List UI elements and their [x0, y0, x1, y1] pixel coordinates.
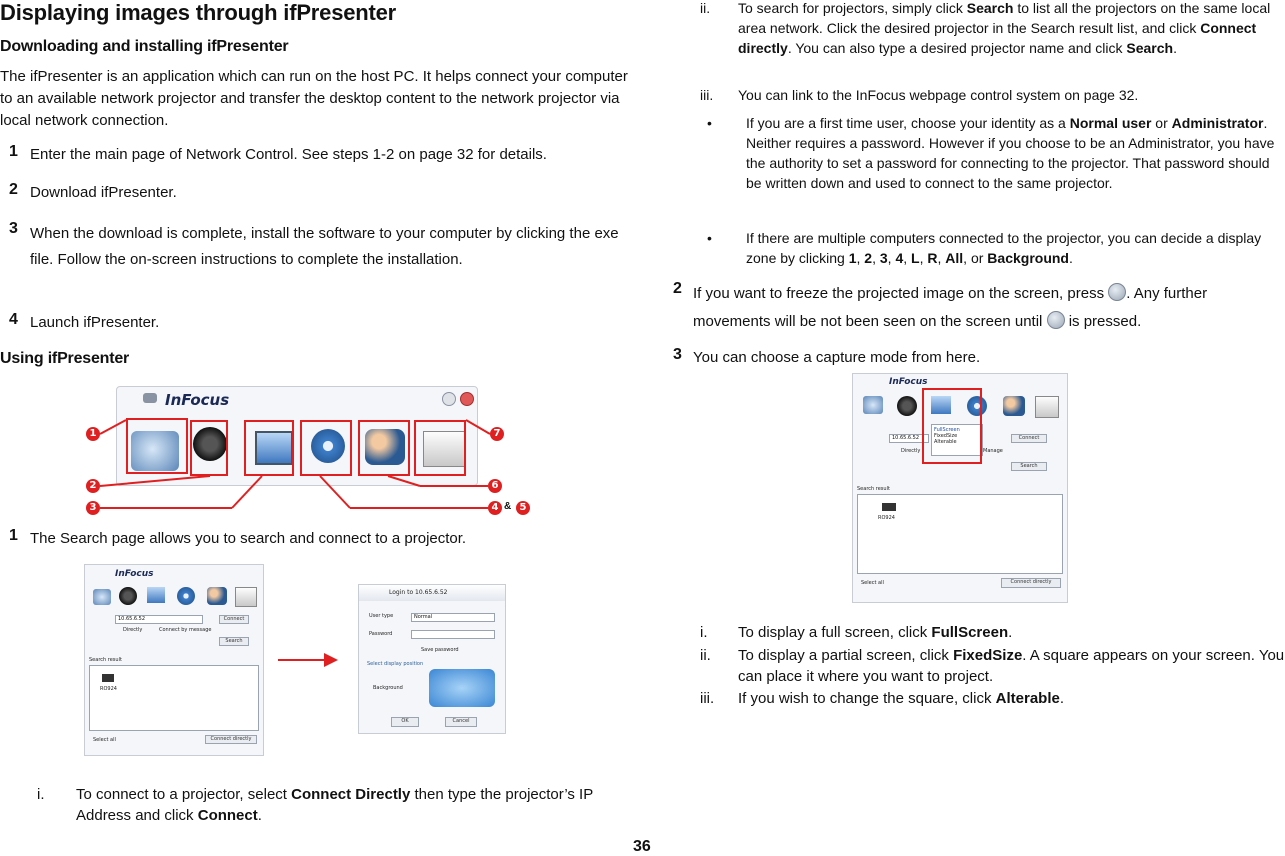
step-number: 1	[9, 527, 18, 544]
list-marker: ii.	[700, 647, 711, 664]
password-field[interactable]	[411, 630, 495, 639]
connect-directly-button[interactable]: Connect directly	[1001, 578, 1061, 588]
step-text: You can choose a capture mode from here.	[693, 349, 981, 366]
search-result-list[interactable]	[857, 494, 1063, 574]
select-all-checkbox[interactable]: Select all	[93, 737, 116, 743]
step-text: Enter the main page of Network Control. See steps 1-2 on page 32 for details.	[30, 146, 547, 163]
intro-paragraph: The ifPresenter is an application which can run on the host PC. It helps connect your computer to an available network projector and transfer the desktop content to the network projector via local network connection.	[0, 68, 628, 129]
search-projector-icon[interactable]	[863, 396, 883, 414]
sub-step-text: To connect to a projector, select Connect Directly then type the projector’s IP Address and click Connect.	[76, 786, 593, 824]
password-label: Password	[369, 631, 393, 637]
sub-step-text: To display a partial screen, click FixedSize. A square appears on your screen. You can place it where you want to project.	[738, 647, 1285, 685]
menu-item-fixedsize[interactable]: FixedSize	[934, 433, 958, 439]
projector-icon	[102, 674, 114, 682]
bullet-text: If you are a first time user, choose your identity as a Normal user or Administrator. Neither requires a password. However if you choose to be an Administrator, you have the authority to set a password for connecting to the projector. That password should be written down and used to connect to the same projector.	[746, 115, 1275, 191]
bullet-marker: •	[707, 115, 712, 131]
step-text: If you want to freeze the projected image on the screen, press . Any further movements will be not been seen on the screen until is pressed.	[693, 285, 1208, 330]
network-webpage-icon[interactable]	[235, 587, 257, 607]
menu-item-alterable[interactable]: Alterable	[934, 439, 957, 445]
step-number: 3	[9, 220, 18, 237]
step-text: Launch ifPresenter.	[30, 314, 160, 331]
step-text: Download ifPresenter.	[30, 184, 177, 201]
display-zone-selector[interactable]	[429, 669, 495, 707]
callout-badge: 1	[86, 427, 100, 441]
callout-badge: 4	[488, 501, 502, 515]
directly-option[interactable]: Directly	[123, 627, 143, 633]
bullet-text: If there are multiple computers connected to the projector, you can decide a display zone by clicking 1, 2, 3, 4, L, R, All, or Background.	[746, 230, 1262, 266]
search-result-label: Search result	[89, 657, 122, 663]
connect-by-message-option[interactable]: Connect by message	[159, 627, 212, 633]
save-password-checkbox[interactable]: Save password	[421, 647, 459, 653]
sub-step-text: You can link to the InFocus webpage control system on page 32.	[738, 87, 1139, 103]
callout-badge: 3	[86, 501, 100, 515]
sub-step-text: To display a full screen, click FullScreen.	[738, 624, 1013, 641]
infocus-logo: InFocus	[115, 569, 154, 579]
list-marker: ii.	[700, 0, 711, 16]
freeze-icon[interactable]	[119, 587, 137, 605]
step-text: When the download is complete, install the software to your computer by clicking the exe file. Follow the on-screen instructions to complete the installation.	[30, 225, 619, 268]
step-number: 4	[9, 311, 18, 328]
display-position-label: Select display position	[367, 661, 424, 667]
callout-lines	[0, 0, 640, 530]
user-type-select[interactable]: Normal	[411, 613, 495, 622]
section-heading-downloading: Downloading and installing ifPresenter	[0, 38, 289, 55]
freeze-button-icon	[1047, 311, 1065, 329]
search-result-list[interactable]	[89, 665, 259, 731]
step-number: 2	[673, 280, 682, 297]
step-text: The Search page allows you to search and connect to a projector.	[30, 530, 467, 547]
network-webpage-icon[interactable]	[1035, 396, 1059, 418]
capture-mode-icon[interactable]	[147, 587, 165, 603]
directly-option[interactable]: Directly	[901, 448, 921, 454]
user-type-label: User type	[369, 613, 394, 619]
connect-button[interactable]: Connect	[219, 615, 249, 624]
list-marker: i.	[37, 786, 45, 803]
manage-option[interactable]: Manage	[983, 448, 1003, 454]
highlight-box	[922, 388, 982, 464]
page-title: Displaying images through ifPresenter	[0, 0, 397, 25]
search-button[interactable]: Search	[219, 637, 249, 646]
ip-address-field[interactable]: 10.65.6.52	[115, 615, 203, 624]
select-all-checkbox[interactable]: Select all	[861, 580, 884, 586]
callout-badge: 5	[516, 501, 530, 515]
callout-badge: 2	[86, 479, 100, 493]
freeze-button-icon	[1108, 283, 1126, 301]
infocus-logo: InFocus	[165, 391, 230, 409]
infocus-logo: InFocus	[889, 377, 928, 387]
list-marker: iii.	[700, 690, 715, 707]
projector-icon	[882, 503, 896, 511]
search-projector-icon[interactable]	[93, 589, 111, 605]
device-name[interactable]: RO924	[100, 686, 117, 692]
search-result-label: Search result	[857, 486, 890, 492]
section-heading-using: Using ifPresenter	[0, 350, 130, 367]
bullet-marker: •	[707, 230, 712, 246]
list-marker: i.	[700, 624, 708, 641]
sub-step-text: If you wish to change the square, click Alterable.	[738, 690, 1065, 707]
ok-button[interactable]: OK	[391, 717, 419, 727]
page-number: 36	[633, 838, 651, 855]
arrow-right-icon	[276, 650, 340, 670]
freeze-icon[interactable]	[897, 396, 917, 416]
background-checkbox[interactable]: Background	[373, 685, 403, 691]
login-window-screenshot	[358, 584, 506, 734]
callout-ampersand: &	[504, 501, 512, 512]
login-title: Login to 10.65.6.52	[389, 589, 448, 596]
connect-directly-button[interactable]: Connect directly	[205, 735, 257, 744]
device-name[interactable]: RO924	[878, 515, 895, 521]
connect-button[interactable]: Connect	[1011, 434, 1047, 443]
list-marker: iii.	[700, 87, 714, 103]
menu-item-fullscreen[interactable]: FullScreen	[934, 427, 960, 433]
search-window-screenshot	[84, 564, 264, 756]
users-icon[interactable]	[1003, 396, 1025, 416]
sub-step-text: To search for projectors, simply click Search to list all the projectors on the same local area network. Click the desired projector in the Search result list, and click Connect directly. You can also type a desired projector name and click Search.	[738, 0, 1271, 56]
step-number: 2	[9, 181, 18, 198]
search-button[interactable]: Search	[1011, 462, 1047, 471]
cancel-button[interactable]: Cancel	[445, 717, 477, 727]
callout-badge: 7	[490, 427, 504, 441]
step-number: 3	[673, 346, 682, 363]
ip-address-field[interactable]: 10.65.6.52	[889, 434, 929, 443]
callout-badge: 6	[488, 479, 502, 493]
step-number: 1	[9, 143, 18, 160]
users-icon[interactable]	[207, 587, 227, 605]
settings-gear-icon[interactable]	[177, 587, 195, 605]
